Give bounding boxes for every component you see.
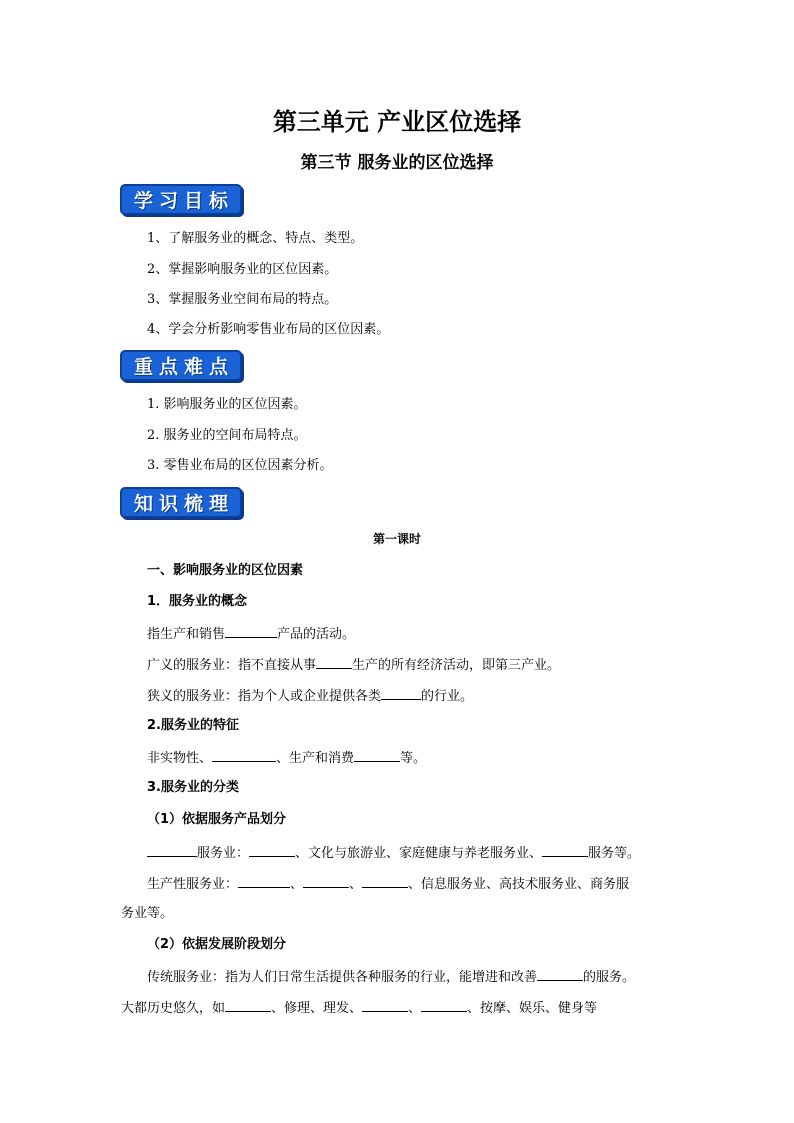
producer-services-line: 生产性服务业： 、 、 、信息服务业、高技术服务业、商务服 bbox=[147, 877, 630, 892]
concept-line: 指生产和销售 产品的活动。 bbox=[147, 627, 356, 642]
heading-concept: 1．服务业的概念 bbox=[147, 594, 248, 609]
answer-blank bbox=[537, 968, 583, 981]
answer-blank bbox=[362, 875, 408, 888]
traditional-services-line-cont: 大都历史悠久，如 、修理、理发、 、 、按摩、娱乐、健身等 bbox=[121, 1001, 598, 1016]
answer-blank bbox=[303, 875, 349, 888]
answer-blank bbox=[542, 844, 588, 857]
answer-blank bbox=[421, 999, 467, 1012]
unit-title: 第三单元 产业区位选择 bbox=[272, 108, 522, 136]
heading-location-factors: 一、影响服务业的区位因素 bbox=[147, 563, 304, 578]
knowledge-badge: 知识梳理 bbox=[120, 487, 242, 518]
key-point-item: 2. 服务业的空间布局特点。 bbox=[147, 428, 307, 443]
traditional-services-line: 传统服务业：指为人们日常生活提供各种服务的行业，能增进和改善 的服务。 bbox=[147, 970, 636, 985]
key-point-item: 3. 零售业布局的区位因素分析。 bbox=[147, 458, 333, 473]
objective-item: 2、掌握影响服务业的区位因素。 bbox=[147, 262, 338, 277]
producer-services-line-cont: 务业等。 bbox=[121, 906, 174, 921]
key-point-item: 1. 影响服务业的区位因素。 bbox=[147, 397, 307, 412]
answer-blank bbox=[249, 844, 295, 857]
answer-blank bbox=[316, 656, 352, 669]
answer-blank bbox=[381, 687, 421, 700]
answer-blank bbox=[354, 749, 400, 762]
heading-features: 2.服务业的特征 bbox=[147, 718, 239, 733]
objectives-badge: 学习目标 bbox=[120, 184, 242, 215]
heading-classification: 3.服务业的分类 bbox=[147, 780, 239, 795]
features-line: 非实物性、 、生产和消费 等。 bbox=[147, 751, 427, 766]
heading-by-stage: （2）依据发展阶段划分 bbox=[147, 937, 287, 952]
narrow-definition-line: 狭义的服务业：指为个人或企业提供各类 的行业。 bbox=[147, 689, 474, 704]
answer-blank bbox=[238, 875, 290, 888]
objective-item: 1、了解服务业的概念、特点、类型。 bbox=[147, 231, 364, 246]
objective-item: 4、学会分析影响零售业布局的区位因素。 bbox=[147, 322, 390, 337]
lesson-label: 第一课时 bbox=[372, 532, 421, 546]
answer-blank bbox=[225, 999, 271, 1012]
heading-by-product: （1）依据服务产品划分 bbox=[147, 812, 287, 827]
answer-blank bbox=[212, 749, 276, 762]
section-title: 第三节 服务业的区位选择 bbox=[300, 153, 494, 173]
answer-blank bbox=[225, 625, 277, 638]
broad-definition-line: 广义的服务业：指不直接从事 生产的所有经济活动，即第三产业。 bbox=[147, 658, 561, 673]
consumer-services-line: 服务业： 、文化与旅游业、家庭健康与养老服务业、 服务等。 bbox=[147, 844, 640, 862]
answer-blank bbox=[147, 844, 197, 857]
key-points-badge: 重点难点 bbox=[120, 350, 242, 381]
objective-item: 3、掌握服务业空间布局的特点。 bbox=[147, 292, 338, 307]
answer-blank bbox=[362, 999, 408, 1012]
